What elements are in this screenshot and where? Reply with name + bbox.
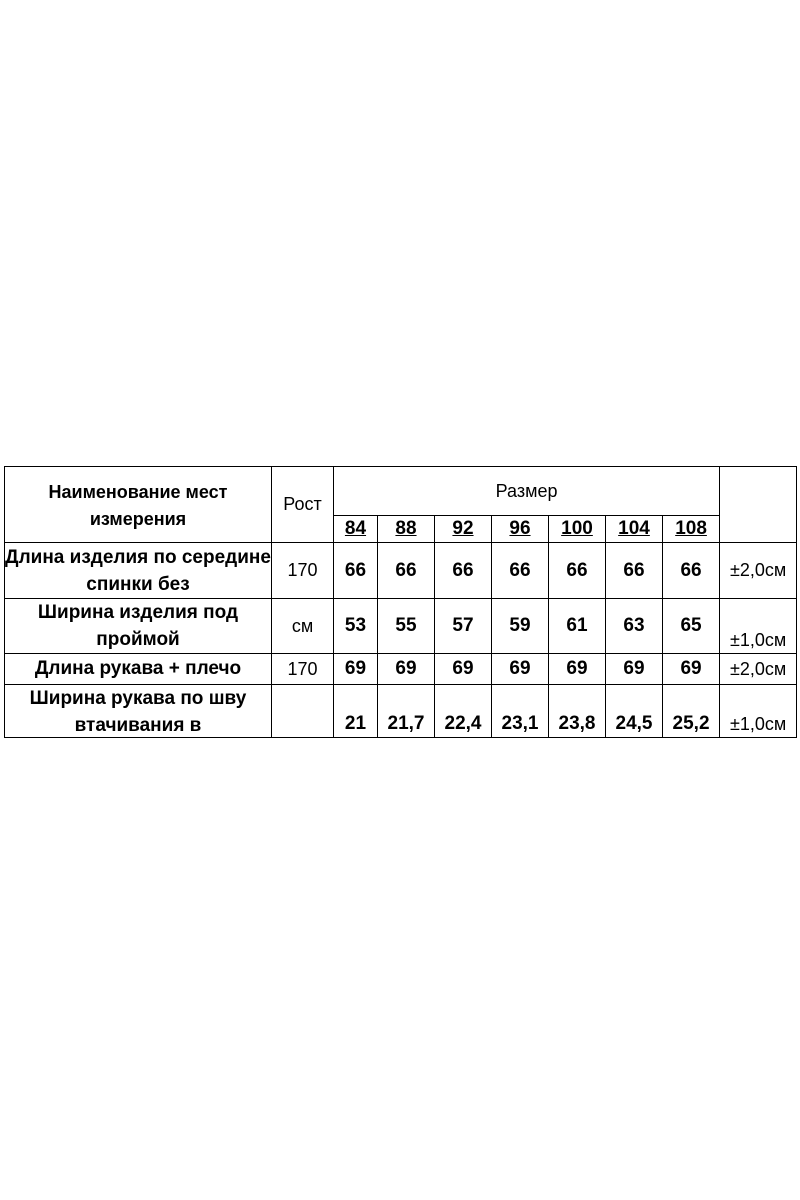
table-row <box>5 599 797 654</box>
value-cell: 25,2 <box>663 685 720 738</box>
value-cell: 24,5 <box>606 685 663 738</box>
size-84: 84 <box>334 516 378 543</box>
value-cell: 57 <box>435 599 492 654</box>
size-96: 96 <box>492 516 549 543</box>
value-cell: 66 <box>663 543 720 599</box>
value-cell: 69 <box>606 654 663 685</box>
value-cell: 53 <box>334 599 378 654</box>
value-cell: 66 <box>378 543 435 599</box>
size-92: 92 <box>435 516 492 543</box>
table-row <box>5 685 797 738</box>
row-label: Ширина рукава по шву втачивания в <box>5 685 272 738</box>
value-cell: 69 <box>663 654 720 685</box>
table-row <box>5 543 797 599</box>
value-cell: 66 <box>334 543 378 599</box>
row-label: Длина изделия по середине спинки без <box>5 543 272 599</box>
size-100: 100 <box>549 516 606 543</box>
header-row-top <box>5 467 797 516</box>
value-cell: 69 <box>435 654 492 685</box>
value-cell: 22,4 <box>435 685 492 738</box>
value-cell: 21 <box>334 685 378 738</box>
value-cell: 63 <box>606 599 663 654</box>
row-rost: см <box>272 599 334 654</box>
value-cell: 61 <box>549 599 606 654</box>
tolerance-cell: ±2,0см <box>720 543 797 599</box>
value-cell: 69 <box>549 654 606 685</box>
value-cell: 69 <box>334 654 378 685</box>
tolerance-cell: ±1,0см <box>720 599 797 654</box>
size-88: 88 <box>378 516 435 543</box>
value-cell: 66 <box>492 543 549 599</box>
row-rost <box>272 685 334 738</box>
value-cell: 59 <box>492 599 549 654</box>
header-size: Размер <box>334 467 720 516</box>
tolerance-cell: ±2,0см <box>720 654 797 685</box>
size-108: 108 <box>663 516 720 543</box>
row-rost: 170 <box>272 543 334 599</box>
size-chart-table <box>4 466 797 738</box>
size-104: 104 <box>606 516 663 543</box>
row-label: Длина рукава + плечо <box>5 654 272 685</box>
value-cell: 55 <box>378 599 435 654</box>
value-cell: 66 <box>549 543 606 599</box>
value-cell: 66 <box>606 543 663 599</box>
value-cell: 66 <box>435 543 492 599</box>
header-tolerance-blank <box>720 467 797 543</box>
row-rost: 170 <box>272 654 334 685</box>
value-cell: 65 <box>663 599 720 654</box>
value-cell: 21,7 <box>378 685 435 738</box>
header-measurement-name: Наименование мест измерения <box>5 467 272 543</box>
value-cell: 69 <box>492 654 549 685</box>
table-row <box>5 654 797 685</box>
value-cell: 23,8 <box>549 685 606 738</box>
row-label: Ширина изделия под проймой <box>5 599 272 654</box>
value-cell: 23,1 <box>492 685 549 738</box>
tolerance-cell: ±1,0см <box>720 685 797 738</box>
header-rost: Рост <box>272 467 334 543</box>
value-cell: 69 <box>378 654 435 685</box>
